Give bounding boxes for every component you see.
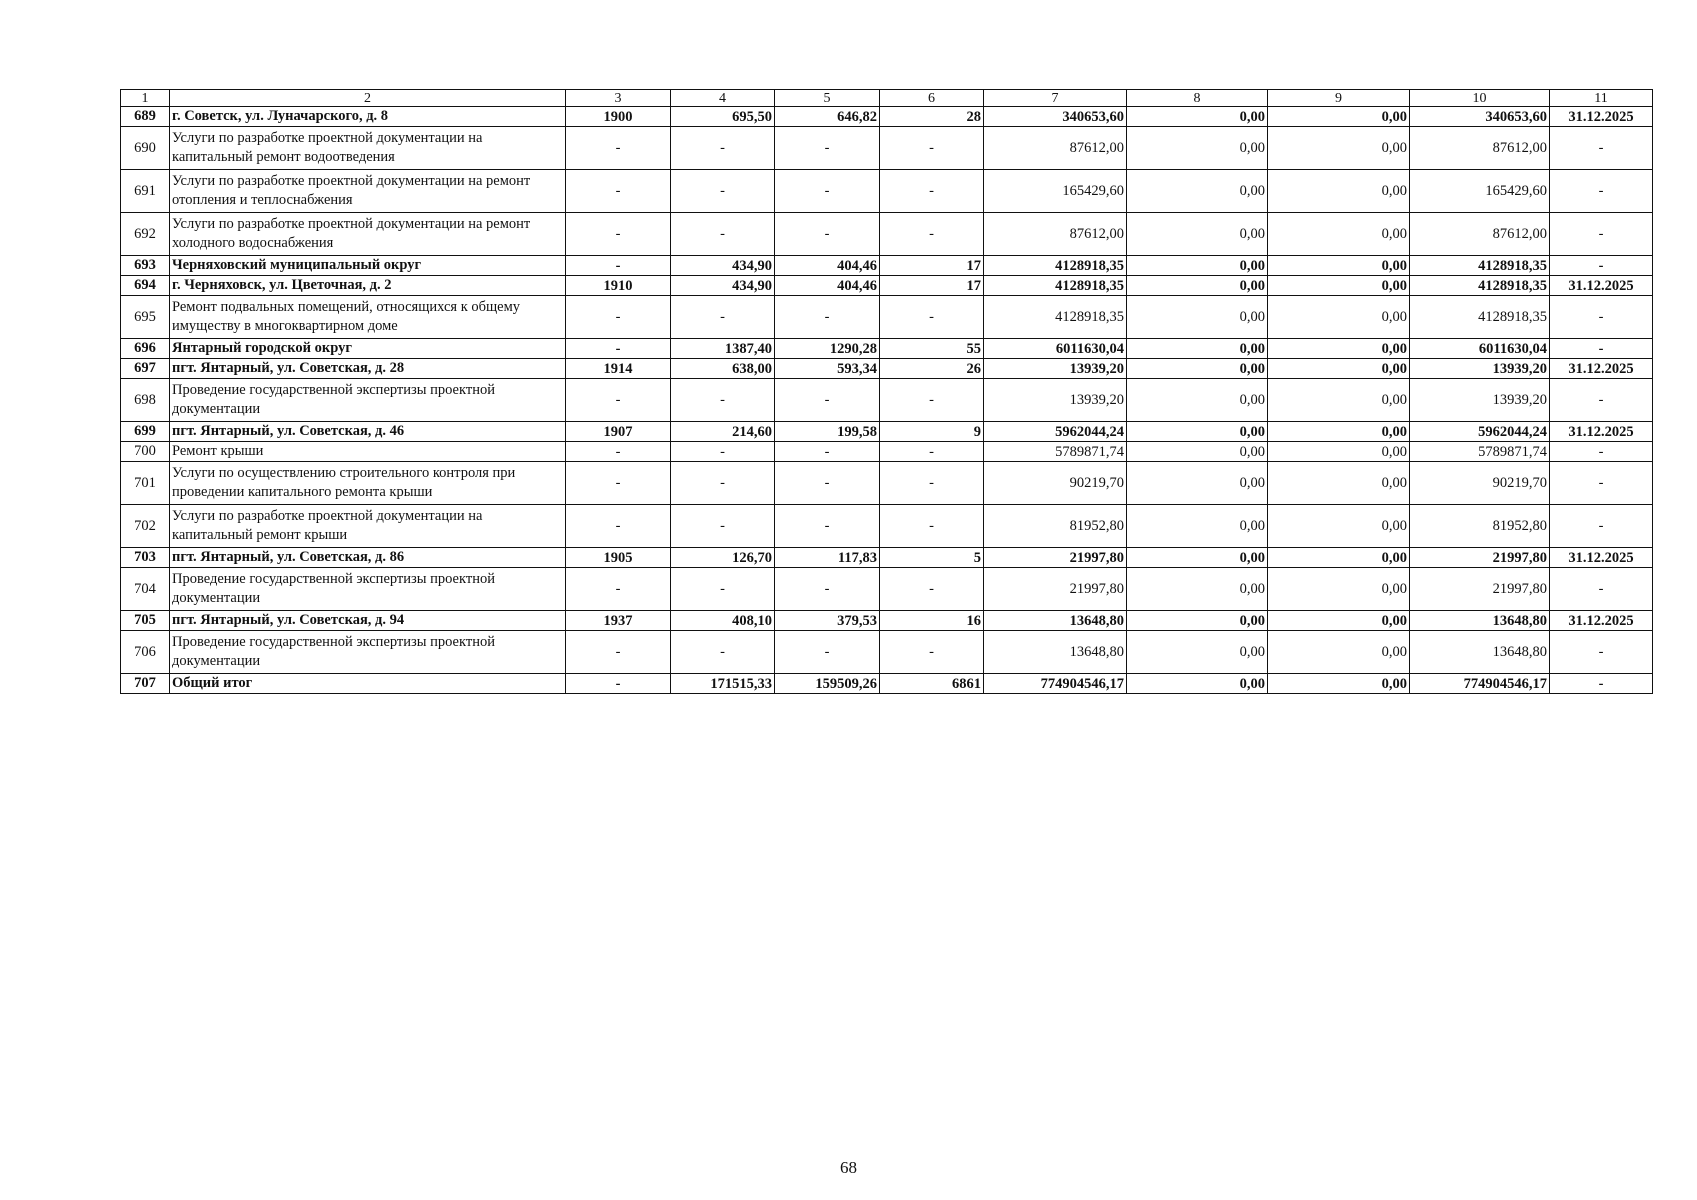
- col4-cell: 1387,40: [671, 339, 775, 359]
- table-row: [121, 674, 1653, 694]
- col9-cell: 0,00: [1268, 505, 1410, 548]
- col6-cell: -: [880, 213, 984, 256]
- col5-cell: -: [775, 213, 880, 256]
- col4-cell: -: [671, 568, 775, 611]
- col10-cell: 4128918,35: [1410, 256, 1550, 276]
- col9-cell: 0,00: [1268, 611, 1410, 631]
- col4-cell: 434,90: [671, 256, 775, 276]
- col6-cell: 17: [880, 276, 984, 296]
- col9-cell: 0,00: [1268, 442, 1410, 462]
- col5-cell: -: [775, 505, 880, 548]
- row-number-cell: 699: [121, 422, 170, 442]
- year-cell: -: [566, 339, 671, 359]
- col10-cell: 13939,20: [1410, 359, 1550, 379]
- col9-cell: 0,00: [1268, 107, 1410, 127]
- col7-cell: 5789871,74: [984, 442, 1127, 462]
- year-cell: 1914: [566, 359, 671, 379]
- col9-cell: 0,00: [1268, 568, 1410, 611]
- col9-cell: 0,00: [1268, 256, 1410, 276]
- col4-cell: 126,70: [671, 548, 775, 568]
- col5-cell: 159509,26: [775, 674, 880, 694]
- col4-cell: -: [671, 442, 775, 462]
- row-number-cell: 707: [121, 674, 170, 694]
- col8-cell: 0,00: [1127, 568, 1268, 611]
- table-row: [121, 462, 1653, 505]
- column-number-cell: 5: [775, 90, 880, 107]
- row-number-cell: 701: [121, 462, 170, 505]
- row-name-cell: пгт. Янтарный, ул. Советская, д. 86: [170, 548, 566, 568]
- year-cell: 1905: [566, 548, 671, 568]
- col9-cell: 0,00: [1268, 674, 1410, 694]
- date-cell: -: [1550, 127, 1653, 170]
- year-cell: -: [566, 256, 671, 276]
- col7-cell: 13648,80: [984, 631, 1127, 674]
- col7-cell: 21997,80: [984, 548, 1127, 568]
- row-number-cell: 693: [121, 256, 170, 276]
- col4-cell: 408,10: [671, 611, 775, 631]
- col4-cell: 214,60: [671, 422, 775, 442]
- col9-cell: 0,00: [1268, 359, 1410, 379]
- col4-cell: -: [671, 170, 775, 213]
- table-row: [121, 170, 1653, 213]
- table-row: [121, 339, 1653, 359]
- col6-cell: 5: [880, 548, 984, 568]
- col6-cell: -: [880, 379, 984, 422]
- table-row: [121, 505, 1653, 548]
- date-cell: 31.12.2025: [1550, 359, 1653, 379]
- col9-cell: 0,00: [1268, 548, 1410, 568]
- row-name-cell: Черняховский муниципальный округ: [170, 256, 566, 276]
- column-number-cell: 4: [671, 90, 775, 107]
- row-number-cell: 689: [121, 107, 170, 127]
- date-cell: -: [1550, 170, 1653, 213]
- row-name-cell: Ремонт подвальных помещений, относящихся к общему имуществу в многоквартирном доме: [170, 296, 566, 339]
- row-number-cell: 694: [121, 276, 170, 296]
- col5-cell: 404,46: [775, 256, 880, 276]
- col9-cell: 0,00: [1268, 379, 1410, 422]
- row-number-cell: 690: [121, 127, 170, 170]
- date-cell: -: [1550, 296, 1653, 339]
- col5-cell: 1290,28: [775, 339, 880, 359]
- col5-cell: -: [775, 170, 880, 213]
- date-cell: -: [1550, 568, 1653, 611]
- col6-cell: 9: [880, 422, 984, 442]
- col4-cell: 695,50: [671, 107, 775, 127]
- col6-cell: 28: [880, 107, 984, 127]
- year-cell: -: [566, 379, 671, 422]
- date-cell: 31.12.2025: [1550, 611, 1653, 631]
- column-number-cell: 11: [1550, 90, 1653, 107]
- col6-cell: 26: [880, 359, 984, 379]
- row-number-cell: 706: [121, 631, 170, 674]
- year-cell: 1910: [566, 276, 671, 296]
- table-row: [121, 379, 1653, 422]
- col10-cell: 340653,60: [1410, 107, 1550, 127]
- column-number-cell: 2: [170, 90, 566, 107]
- row-name-cell: Янтарный городской округ: [170, 339, 566, 359]
- row-name-cell: Услуги по разработке проектной документации на капитальный ремонт крыши: [170, 505, 566, 548]
- col10-cell: 6011630,04: [1410, 339, 1550, 359]
- col9-cell: 0,00: [1268, 631, 1410, 674]
- col7-cell: 87612,00: [984, 127, 1127, 170]
- row-name-cell: Проведение государственной экспертизы проектной документации: [170, 631, 566, 674]
- row-name-cell: Ремонт крыши: [170, 442, 566, 462]
- col8-cell: 0,00: [1127, 631, 1268, 674]
- row-number-cell: 704: [121, 568, 170, 611]
- date-cell: -: [1550, 213, 1653, 256]
- col5-cell: 117,83: [775, 548, 880, 568]
- year-cell: -: [566, 170, 671, 213]
- col8-cell: 0,00: [1127, 107, 1268, 127]
- col4-cell: -: [671, 379, 775, 422]
- col8-cell: 0,00: [1127, 256, 1268, 276]
- row-number-cell: 691: [121, 170, 170, 213]
- col5-cell: -: [775, 296, 880, 339]
- col5-cell: 379,53: [775, 611, 880, 631]
- col6-cell: 17: [880, 256, 984, 276]
- row-name-cell: Услуги по осуществлению строительного контроля при проведении капитального ремонта крыши: [170, 462, 566, 505]
- col10-cell: 81952,80: [1410, 505, 1550, 548]
- col6-cell: -: [880, 127, 984, 170]
- col4-cell: -: [671, 631, 775, 674]
- col8-cell: 0,00: [1127, 213, 1268, 256]
- date-cell: -: [1550, 256, 1653, 276]
- row-name-cell: Проведение государственной экспертизы проектной документации: [170, 568, 566, 611]
- col7-cell: 90219,70: [984, 462, 1127, 505]
- col10-cell: 13939,20: [1410, 379, 1550, 422]
- col7-cell: 774904546,17: [984, 674, 1127, 694]
- table-row: [121, 548, 1653, 568]
- row-name-cell: Проведение государственной экспертизы проектной документации: [170, 379, 566, 422]
- col6-cell: -: [880, 170, 984, 213]
- col8-cell: 0,00: [1127, 505, 1268, 548]
- table-row: [121, 127, 1653, 170]
- col9-cell: 0,00: [1268, 422, 1410, 442]
- col4-cell: -: [671, 462, 775, 505]
- col4-cell: 171515,33: [671, 674, 775, 694]
- col8-cell: 0,00: [1127, 548, 1268, 568]
- date-cell: -: [1550, 339, 1653, 359]
- col10-cell: 21997,80: [1410, 548, 1550, 568]
- col6-cell: -: [880, 442, 984, 462]
- date-cell: 31.12.2025: [1550, 107, 1653, 127]
- col7-cell: 13939,20: [984, 359, 1127, 379]
- col6-cell: 16: [880, 611, 984, 631]
- row-number-cell: 703: [121, 548, 170, 568]
- col5-cell: -: [775, 462, 880, 505]
- date-cell: -: [1550, 462, 1653, 505]
- col8-cell: 0,00: [1127, 339, 1268, 359]
- col5-cell: 646,82: [775, 107, 880, 127]
- col10-cell: 87612,00: [1410, 127, 1550, 170]
- col7-cell: 4128918,35: [984, 256, 1127, 276]
- year-cell: 1900: [566, 107, 671, 127]
- row-name-cell: Услуги по разработке проектной документации на ремонт отопления и теплоснабжения: [170, 170, 566, 213]
- column-number-cell: 1: [121, 90, 170, 107]
- table-row: [121, 568, 1653, 611]
- date-cell: -: [1550, 505, 1653, 548]
- row-number-cell: 700: [121, 442, 170, 462]
- row-name-cell: пгт. Янтарный, ул. Советская, д. 94: [170, 611, 566, 631]
- col8-cell: 0,00: [1127, 422, 1268, 442]
- col5-cell: -: [775, 631, 880, 674]
- col6-cell: -: [880, 462, 984, 505]
- col8-cell: 0,00: [1127, 611, 1268, 631]
- col10-cell: 87612,00: [1410, 213, 1550, 256]
- col6-cell: 6861: [880, 674, 984, 694]
- col10-cell: 4128918,35: [1410, 276, 1550, 296]
- col5-cell: 404,46: [775, 276, 880, 296]
- row-name-cell: Услуги по разработке проектной документации на ремонт холодного водоснабжения: [170, 213, 566, 256]
- col4-cell: 638,00: [671, 359, 775, 379]
- year-cell: -: [566, 213, 671, 256]
- column-number-row: [121, 90, 1653, 107]
- row-name-cell: Общий итог: [170, 674, 566, 694]
- table-row: [121, 442, 1653, 462]
- col8-cell: 0,00: [1127, 170, 1268, 213]
- table-row: [121, 611, 1653, 631]
- year-cell: -: [566, 462, 671, 505]
- table-row: [121, 276, 1653, 296]
- col7-cell: 5962044,24: [984, 422, 1127, 442]
- col7-cell: 21997,80: [984, 568, 1127, 611]
- col7-cell: 340653,60: [984, 107, 1127, 127]
- col7-cell: 4128918,35: [984, 276, 1127, 296]
- column-number-cell: 6: [880, 90, 984, 107]
- row-number-cell: 698: [121, 379, 170, 422]
- column-number-cell: 10: [1410, 90, 1550, 107]
- row-number-cell: 695: [121, 296, 170, 339]
- year-cell: -: [566, 568, 671, 611]
- row-name-cell: г. Советск, ул. Луначарского, д. 8: [170, 107, 566, 127]
- table-row: [121, 107, 1653, 127]
- col6-cell: 55: [880, 339, 984, 359]
- col7-cell: 13939,20: [984, 379, 1127, 422]
- col10-cell: 5962044,24: [1410, 422, 1550, 442]
- col8-cell: 0,00: [1127, 296, 1268, 339]
- col10-cell: 165429,60: [1410, 170, 1550, 213]
- col8-cell: 0,00: [1127, 462, 1268, 505]
- date-cell: 31.12.2025: [1550, 276, 1653, 296]
- capital-repair-table: [120, 89, 1653, 694]
- row-name-cell: пгт. Янтарный, ул. Советская, д. 46: [170, 422, 566, 442]
- col7-cell: 6011630,04: [984, 339, 1127, 359]
- year-cell: -: [566, 505, 671, 548]
- col7-cell: 81952,80: [984, 505, 1127, 548]
- col5-cell: -: [775, 568, 880, 611]
- col9-cell: 0,00: [1268, 213, 1410, 256]
- col9-cell: 0,00: [1268, 127, 1410, 170]
- table-row: [121, 213, 1653, 256]
- col5-cell: -: [775, 442, 880, 462]
- col5-cell: 199,58: [775, 422, 880, 442]
- col7-cell: 87612,00: [984, 213, 1127, 256]
- table-row: [121, 422, 1653, 442]
- column-number-cell: 7: [984, 90, 1127, 107]
- date-cell: 31.12.2025: [1550, 422, 1653, 442]
- col9-cell: 0,00: [1268, 339, 1410, 359]
- date-cell: -: [1550, 631, 1653, 674]
- col6-cell: -: [880, 631, 984, 674]
- col9-cell: 0,00: [1268, 296, 1410, 339]
- col10-cell: 13648,80: [1410, 611, 1550, 631]
- date-cell: -: [1550, 442, 1653, 462]
- table-row: [121, 296, 1653, 339]
- col5-cell: -: [775, 127, 880, 170]
- year-cell: -: [566, 631, 671, 674]
- column-number-cell: 8: [1127, 90, 1268, 107]
- row-name-cell: Услуги по разработке проектной документации на капитальный ремонт водоотведения: [170, 127, 566, 170]
- row-number-cell: 705: [121, 611, 170, 631]
- col10-cell: 5789871,74: [1410, 442, 1550, 462]
- year-cell: 1907: [566, 422, 671, 442]
- col7-cell: 165429,60: [984, 170, 1127, 213]
- col6-cell: -: [880, 505, 984, 548]
- year-cell: -: [566, 127, 671, 170]
- date-cell: 31.12.2025: [1550, 548, 1653, 568]
- col8-cell: 0,00: [1127, 276, 1268, 296]
- col9-cell: 0,00: [1268, 276, 1410, 296]
- col5-cell: 593,34: [775, 359, 880, 379]
- col10-cell: 21997,80: [1410, 568, 1550, 611]
- col10-cell: 774904546,17: [1410, 674, 1550, 694]
- col9-cell: 0,00: [1268, 462, 1410, 505]
- page-number: 68: [840, 1158, 857, 1177]
- col8-cell: 0,00: [1127, 379, 1268, 422]
- table-row: [121, 631, 1653, 674]
- year-cell: -: [566, 296, 671, 339]
- col9-cell: 0,00: [1268, 170, 1410, 213]
- col7-cell: 4128918,35: [984, 296, 1127, 339]
- row-number-cell: 697: [121, 359, 170, 379]
- year-cell: 1937: [566, 611, 671, 631]
- column-number-cell: 3: [566, 90, 671, 107]
- row-name-cell: г. Черняховск, ул. Цветочная, д. 2: [170, 276, 566, 296]
- date-cell: -: [1550, 674, 1653, 694]
- col10-cell: 13648,80: [1410, 631, 1550, 674]
- col10-cell: 4128918,35: [1410, 296, 1550, 339]
- col7-cell: 13648,80: [984, 611, 1127, 631]
- col6-cell: -: [880, 568, 984, 611]
- col4-cell: -: [671, 213, 775, 256]
- col10-cell: 90219,70: [1410, 462, 1550, 505]
- col4-cell: -: [671, 127, 775, 170]
- col6-cell: -: [880, 296, 984, 339]
- col8-cell: 0,00: [1127, 127, 1268, 170]
- row-number-cell: 692: [121, 213, 170, 256]
- col4-cell: -: [671, 505, 775, 548]
- row-number-cell: 702: [121, 505, 170, 548]
- year-cell: -: [566, 442, 671, 462]
- year-cell: -: [566, 674, 671, 694]
- col4-cell: 434,90: [671, 276, 775, 296]
- row-number-cell: 696: [121, 339, 170, 359]
- col8-cell: 0,00: [1127, 442, 1268, 462]
- date-cell: -: [1550, 379, 1653, 422]
- col4-cell: -: [671, 296, 775, 339]
- col8-cell: 0,00: [1127, 359, 1268, 379]
- row-name-cell: пгт. Янтарный, ул. Советская, д. 28: [170, 359, 566, 379]
- table-row: [121, 256, 1653, 276]
- column-number-cell: 9: [1268, 90, 1410, 107]
- table-row: [121, 359, 1653, 379]
- col5-cell: -: [775, 379, 880, 422]
- col8-cell: 0,00: [1127, 674, 1268, 694]
